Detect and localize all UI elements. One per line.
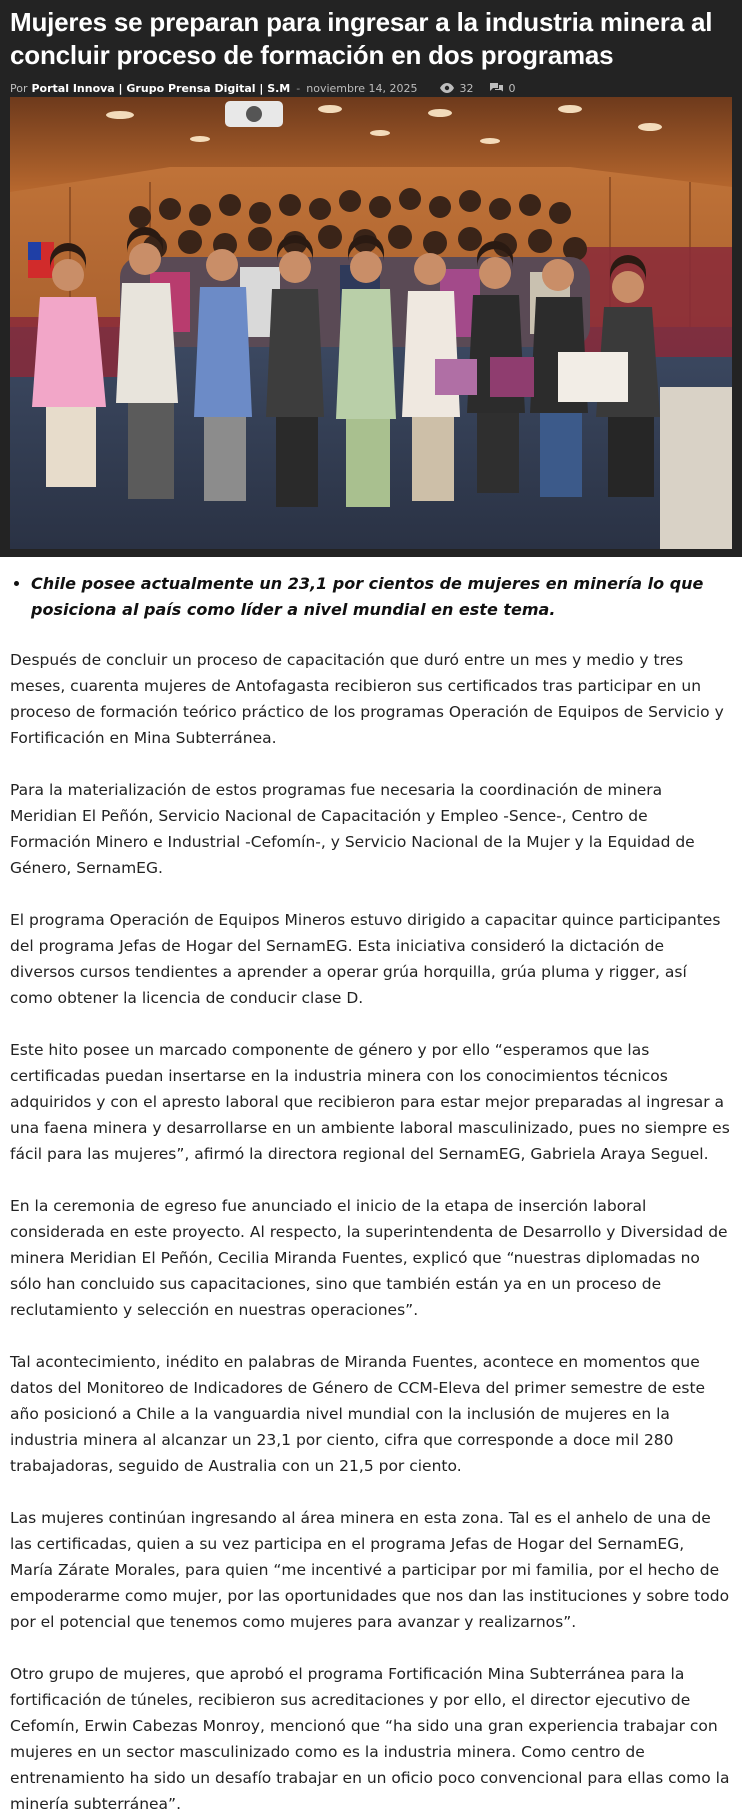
article-header [0, 0, 742, 97]
paragraph: En la ceremonia de egreso fue anunciado el inicio de la etapa de inserción laboral considerada en este proyecto. Al respecto, la superintendenta de Desarrollo y Diversidad de minera Meridian El Peñón, Cecilia Miranda Fuentes, explicó que “nuestras diplomadas no sólo han concluido sus capacitaciones, sino que también están ya en un proceso de reclutamiento y selección en nuestras operaciones”. [10, 1197, 728, 1319]
views-count: 32 [459, 81, 474, 95]
article-title: Mujeres se preparan para ingresar a la industria minera al concluir proceso de formación en dos programas [10, 7, 713, 70]
eye-icon [440, 83, 454, 93]
highlights-list [10, 571, 732, 623]
paragraph: Las mujeres continúan ingresando al área minera en esta zona. Tal es el anhelo de una de las certificadas, quien a su vez participa en el programa Jefas de Hogar del SernamEG, María Zárate Morales, para quien “me incentivé a participar por mi familia, por el hecho de empoderarme como mujer, por las oportunidades que nos dan las instituciones y sobre todo por el potencial que tenemos como mujeres para avanzar y realizarnos”. [10, 1509, 730, 1631]
paragraph: Este hito posee un marcado componente de género y por ello “esperamos que las certificadas puedan insertarse en la industria minera con los conocimientos técnicos adquiridos y con el apresto laboral que recibieron para estar mejor preparadas al ingresar a una faena minera y desarrollarse en un ambiente laboral masculinizado, pues no siempre es fácil para las mujeres”, afirmó la directora regional del SernamEG, Gabriela Araya Seguel. [10, 1041, 730, 1163]
comments-counter[interactable] [490, 82, 516, 95]
views-counter [440, 82, 474, 95]
featured-photo[interactable] [10, 97, 732, 549]
paragraph: Para la materialización de estos programas fue necesaria la coordinación de minera Meridian El Peñón, Servicio Nacional de Capacitación y Empleo -Sence-, Centro de Formación Minero e Industrial -Cefomín-, y Servicio Nacional de la Mujer y la Equidad de Género, SernamEG. [10, 781, 695, 877]
comment-icon [490, 83, 503, 94]
meta-separator: - [296, 81, 301, 95]
paragraph: Después de concluir un proceso de capacitación que duró entre un mes y medio y tres meses, cuarenta mujeres de Antofagasta recibieron sus certificados tras participar en un proceso de formación teórico práctico de los programas Operación de Equipos de Servicio y Fortificación en Mina Subterránea. [10, 651, 724, 747]
by-label: Por [10, 81, 28, 95]
paragraph: Tal acontecimiento, inédito en palabras de Miranda Fuentes, acontece en momentos que datos del Monitoreo de Indicadores de Género de CCM-Eleva del primer semestre de este año posicionó a Chile a la vanguardia nivel mundial con la inclusión de mujeres en la industria minera al alcanzar un 23,1 por ciento, cifra que corresponde a doce mil 280 trabajadoras, seguido de Australia con un 21,5 por ciento. [10, 1353, 706, 1475]
comments-count: 0 [508, 81, 516, 95]
highlight-item: • Chile posee actualmente un 23,1 por cientos de mujeres en minería lo que posiciona al país como líder a nivel mundial en este tema. [31, 571, 732, 623]
paragraph: Otro grupo de mujeres, que aprobó el programa Fortificación Mina Subterránea para la fortificación de túneles, recibieron sus acreditaciones y por ello, el director ejecutivo de Cefomín, Erwin Cabezas Monroy, mencionó que “ha sido una gran experiencia trabajar con mujeres en un sector masculinizado como es la industria minera. Como centro de entrenamiento ha sido un desafío trabajar en un oficio poco convencional para ellas como la minería subterránea”. [10, 1665, 730, 1813]
publish-date: noviembre 14, 2025 [306, 81, 418, 95]
featured-image-frame [0, 97, 742, 557]
author-link[interactable]: Portal Innova | Grupo Prensa Digital | S.M [31, 81, 291, 95]
paragraph: El programa Operación de Equipos Mineros estuvo dirigido a capacitar quince participantes del programa Jefas de Hogar del SernamEG. Esta iniciativa consideró la dictación de diversos cursos tendientes a aprender a operar grúa horquilla, grúa pluma y rigger, así como obtener la licencia de conducir clase D. [10, 911, 721, 1007]
article-body [0, 571, 742, 1817]
